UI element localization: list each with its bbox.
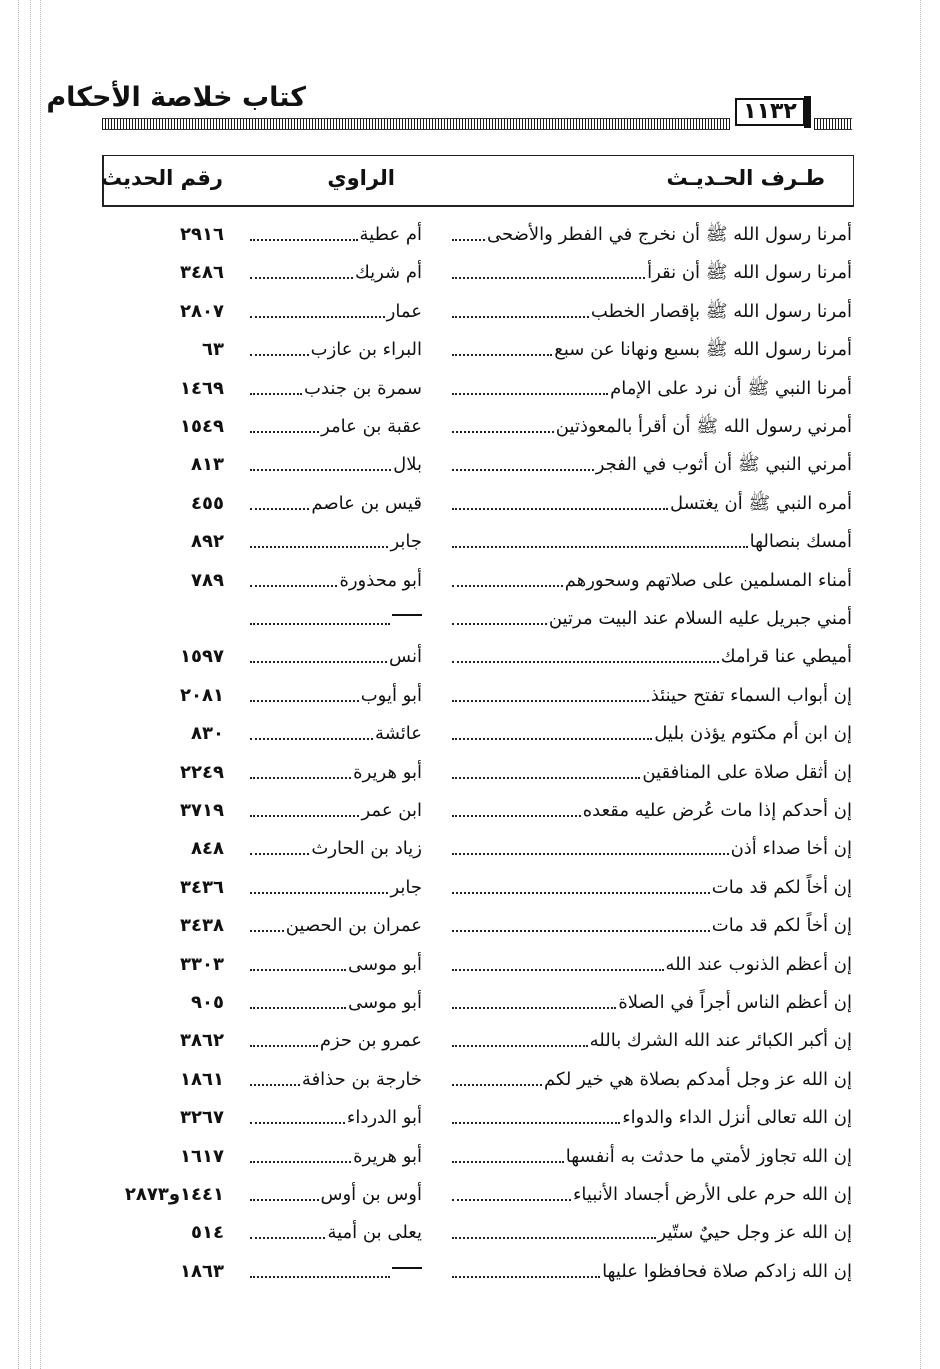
narrator: أنس — [389, 646, 422, 668]
hadith-text: أمرنا رسول الله ﷺ بسبع ونهانا عن سبع — [554, 339, 852, 361]
leader-dots — [452, 1007, 616, 1009]
narrator: يعلى بن أمية — [327, 1222, 422, 1244]
hadith-number-cell — [100, 1018, 224, 1056]
narrator-cell — [250, 903, 422, 941]
leader-dots — [452, 239, 485, 241]
narrator-cell — [250, 980, 422, 1018]
narrator: جابر — [390, 876, 422, 898]
narrator: أوس بن أوس — [320, 1184, 422, 1205]
hadith-text-cell — [452, 1057, 852, 1095]
leader-dots — [452, 1122, 620, 1124]
hadith-text: أمني جبريل عليه السلام عند البيت مرتين — [548, 608, 852, 629]
leader-dots — [452, 1199, 571, 1201]
hadith-number-cell — [100, 634, 224, 672]
hadith-number-cell — [100, 826, 224, 864]
hadith-number-cell — [100, 558, 224, 596]
hadith-text-cell — [452, 1134, 852, 1172]
hadith-number: ٨٩٢ — [191, 531, 224, 553]
hadith-text-cell — [452, 942, 852, 980]
leader-dots — [452, 777, 640, 779]
leader-dots — [250, 1161, 351, 1163]
hadith-number: ٣٨٦٢ — [180, 1030, 224, 1052]
leader-dots — [250, 1084, 300, 1086]
hadith-text-cell — [452, 1210, 852, 1248]
hadith-text: إن أخاً لكم قد مات — [711, 915, 852, 937]
hadith-number-cell — [100, 1210, 224, 1248]
leader-dots — [452, 277, 645, 279]
hadith-number: ٣٣٠٣ — [180, 953, 224, 975]
hadith-number-cell — [100, 673, 224, 711]
table-row — [0, 673, 940, 711]
hadith-text-cell — [452, 327, 852, 365]
column-header-raqm: رقم الحديث — [100, 166, 223, 190]
narrator: أبو هريرة — [353, 761, 422, 783]
hadith-text: إن أكبر الكبائر عند الله الشرك بالله — [589, 1030, 852, 1052]
hadith-number-cell — [100, 289, 224, 327]
narrator-cell — [250, 404, 422, 442]
hadith-number-cell — [100, 788, 224, 826]
narrator: أبو موسى — [347, 992, 422, 1013]
narrator-cell — [250, 1018, 422, 1056]
hadith-text: إن الله تجاوز لأمتي ما حدثت به أنفسها — [565, 1145, 852, 1167]
narrator-cell — [250, 1057, 422, 1095]
table-row — [0, 366, 940, 404]
narrator: أم شريك — [354, 262, 422, 284]
table-row — [0, 442, 940, 480]
table-row — [0, 750, 940, 788]
hadith-number: ٣٤٣٦ — [180, 876, 224, 898]
narrator-cell — [250, 750, 422, 788]
narrator: زياد بن الحارث — [311, 838, 422, 860]
narrator-cell — [250, 1249, 422, 1287]
hadith-number: ٥١٤ — [191, 1222, 224, 1244]
hadith-number-cell — [100, 865, 224, 903]
hadith-number-cell — [100, 481, 224, 519]
narrator: ابن عمر — [361, 800, 422, 821]
hadith-text: أمرني رسول الله ﷺ أن أقرأ بالمعوذتين — [555, 416, 852, 437]
empty-dash — [392, 614, 422, 616]
table-row — [0, 634, 940, 672]
leader-dots — [250, 1007, 346, 1009]
table-row — [0, 250, 940, 288]
leader-dots — [250, 277, 353, 279]
header-rule-right — [814, 118, 852, 130]
leader-dots — [452, 623, 547, 625]
hadith-number: ٦٣ — [202, 339, 224, 361]
hadith-number: ٢٨٠٧ — [180, 300, 224, 322]
narrator — [392, 1261, 422, 1287]
leader-dots — [452, 1237, 656, 1239]
hadith-text: أمرنا رسول الله ﷺ أن نخرج في الفطر والأضحى — [487, 224, 852, 245]
leader-dots — [452, 469, 594, 471]
hadith-number-cell — [100, 942, 224, 980]
narrator-cell — [250, 826, 422, 864]
leader-dots — [250, 1122, 345, 1124]
hadith-number: ٨١٣ — [191, 454, 224, 476]
hadith-text-cell — [452, 750, 852, 788]
hadith-number: ١٤٦٩ — [180, 377, 224, 399]
narrator — [392, 608, 422, 634]
hadith-text: أمرنا النبي ﷺ أن نرد على الإمام — [610, 377, 852, 399]
page-header — [0, 0, 940, 140]
narrator: عمران بن الحصين — [285, 915, 422, 937]
leader-dots — [250, 738, 373, 740]
narrator-cell — [250, 1134, 422, 1172]
leader-dots — [250, 354, 309, 356]
narrator-cell — [250, 1210, 422, 1248]
hadith-text-cell — [452, 442, 852, 480]
leader-dots — [250, 853, 309, 855]
column-header-tarf: طـرف الحـديـث — [666, 166, 825, 190]
hadith-number: ٨٤٨ — [191, 838, 224, 860]
narrator: عقبة بن عامر — [321, 416, 422, 437]
hadith-number: ١٨٦١ — [180, 1068, 224, 1090]
leader-dots — [250, 469, 391, 471]
hadith-number-cell — [100, 1134, 224, 1172]
table-row — [0, 1134, 940, 1172]
table-row — [0, 327, 940, 365]
table-row — [0, 1095, 940, 1133]
hadith-text-cell — [452, 865, 852, 903]
leader-dots — [452, 1161, 564, 1163]
table-row — [0, 1018, 940, 1056]
hadith-number: ٢٢٤٩ — [180, 761, 224, 783]
leader-dots — [452, 1276, 600, 1278]
leader-dots — [250, 585, 337, 587]
hadith-text: إن أخا صداء أذن — [730, 838, 852, 860]
narrator: عائشة — [375, 723, 422, 745]
narrator-cell — [250, 942, 422, 980]
book-title: كتاب خلاصة الأحكام — [46, 82, 306, 113]
narrator-cell — [250, 634, 422, 672]
table-row — [0, 519, 940, 557]
leader-dots — [452, 546, 748, 548]
hadith-text: إن أخاً لكم قد مات — [711, 876, 852, 898]
hadith-text: إن الله حرم على الأرض أجساد الأنبياء — [572, 1184, 852, 1205]
hadith-number: ٣٤٣٨ — [180, 915, 224, 937]
leader-dots — [250, 239, 358, 241]
hadith-number: ١٥٩٧ — [180, 646, 224, 668]
table-row — [0, 826, 940, 864]
leader-dots — [452, 700, 649, 702]
narrator-cell — [250, 519, 422, 557]
table-row — [0, 980, 940, 1018]
leader-dots — [452, 354, 552, 356]
narrator: عمار — [386, 300, 422, 322]
hadith-text-cell — [452, 788, 852, 826]
narrator-cell — [250, 442, 422, 480]
hadith-text-cell — [452, 711, 852, 749]
hadith-text-cell — [452, 250, 852, 288]
table-row — [0, 404, 940, 442]
narrator: أبو محذورة — [339, 569, 422, 591]
hadith-text-cell — [452, 634, 852, 672]
hadith-text-cell — [452, 1095, 852, 1133]
column-header-rawi: الراوي — [327, 166, 395, 190]
hadith-number-cell — [100, 903, 224, 941]
leader-dots — [452, 892, 710, 894]
leader-dots — [452, 431, 554, 433]
leader-dots — [452, 316, 589, 318]
hadith-number: ٣٢٦٧ — [180, 1107, 224, 1129]
header-rule-left — [102, 118, 730, 130]
hadith-text-cell — [452, 1249, 852, 1287]
leader-dots — [452, 930, 710, 932]
narrator-cell — [250, 558, 422, 596]
hadith-number-cell — [100, 1249, 224, 1287]
hadith-number-cell — [100, 519, 224, 557]
hadith-text: إن أبواب السماء تفتح حينئذ — [650, 684, 852, 706]
hadith-text-cell — [452, 212, 852, 250]
page-number-shadow — [804, 96, 811, 128]
leader-dots — [250, 393, 302, 395]
hadith-number: ٨٣٠ — [191, 723, 224, 745]
hadith-text-cell — [452, 596, 852, 634]
narrator-cell — [250, 250, 422, 288]
empty-dash — [392, 1267, 422, 1269]
hadith-text: إن الله عز وجل أمدكم بصلاة هي خير لكم — [543, 1068, 852, 1090]
narrator: سمرة بن جندب — [304, 377, 422, 399]
narrator: قيس بن عاصم — [311, 492, 422, 514]
hadith-text: إن أعظم الناس أجراً في الصلاة — [618, 992, 852, 1013]
hadith-text: أمره النبي ﷺ أن يغتسل — [669, 492, 852, 514]
leader-dots — [452, 969, 664, 971]
narrator: جابر — [390, 531, 422, 553]
hadith-number: ٢٩١٦ — [180, 224, 224, 245]
hadith-number-cell — [100, 1095, 224, 1133]
hadith-text-cell — [452, 1172, 852, 1210]
hadith-text-cell — [452, 558, 852, 596]
leader-dots — [452, 585, 563, 587]
hadith-text: أمرنا رسول الله ﷺ أن نقرأ — [647, 262, 852, 284]
leader-dots — [452, 853, 729, 855]
narrator-cell — [250, 865, 422, 903]
hadith-number: ٤٥٥ — [191, 492, 224, 514]
narrator: أم عطية — [359, 224, 422, 245]
narrator: خارجة بن حذافة — [301, 1068, 422, 1090]
narrator: البراء بن عازب — [310, 339, 422, 361]
table-row — [0, 558, 940, 596]
narrator-cell — [250, 289, 422, 327]
leader-dots — [250, 431, 319, 433]
hadith-text-cell — [452, 980, 852, 1018]
narrator-cell — [250, 366, 422, 404]
hadith-number-cell — [100, 1057, 224, 1095]
hadith-text: إن أعظم الذنوب عند الله — [665, 953, 852, 975]
table-row — [0, 942, 940, 980]
narrator: أبو هريرة — [353, 1145, 422, 1167]
hadith-number: ٢٠٨١ — [180, 684, 224, 706]
hadith-number-cell — [100, 1172, 224, 1210]
table-header — [102, 155, 854, 207]
hadith-text: إن الله زادكم صلاة فحافظوا عليها — [602, 1260, 852, 1282]
table-row — [0, 1172, 940, 1210]
hadith-number-cell — [100, 212, 224, 250]
leader-dots — [452, 1084, 542, 1086]
leader-dots — [250, 546, 388, 548]
leader-dots — [452, 738, 652, 740]
hadith-number: ١٥٤٩ — [180, 416, 224, 437]
hadith-number-cell — [100, 366, 224, 404]
narrator-cell — [250, 327, 422, 365]
narrator-cell — [250, 711, 422, 749]
hadith-text: أمناء المسلمين على صلاتهم وسحورهم — [564, 569, 852, 591]
narrator-cell — [250, 1172, 422, 1210]
hadith-text-cell — [452, 481, 852, 519]
table-row — [0, 289, 940, 327]
leader-dots — [250, 930, 284, 932]
hadith-number: ٧٨٩ — [191, 569, 224, 591]
narrator-cell — [250, 481, 422, 519]
hadith-text: إن الله تعالى أنزل الداء والدواء — [622, 1107, 852, 1129]
leader-dots — [452, 1045, 588, 1047]
leader-dots — [250, 892, 388, 894]
hadith-text-cell — [452, 366, 852, 404]
leader-dots — [250, 661, 387, 663]
leader-dots — [250, 777, 351, 779]
hadith-text: إن أحدكم إذا مات عُرض عليه مقعده — [582, 800, 852, 821]
leader-dots — [452, 508, 668, 510]
hadith-text-cell — [452, 519, 852, 557]
page-number: ١١٣٢ — [735, 98, 805, 126]
hadith-number: ١٨٦٣ — [180, 1260, 224, 1282]
hadith-text-cell — [452, 404, 852, 442]
hadith-number-cell — [100, 327, 224, 365]
hadith-number: ٣٤٨٦ — [180, 262, 224, 284]
hadith-text-cell — [452, 903, 852, 941]
leader-dots — [250, 508, 309, 510]
table-row — [0, 865, 940, 903]
narrator: أبو الدرداء — [346, 1107, 422, 1129]
hadith-text-cell — [452, 1018, 852, 1056]
table-row — [0, 903, 940, 941]
leader-dots — [452, 661, 719, 663]
hadith-text-cell — [452, 826, 852, 864]
hadith-text: إن ابن أم مكتوم يؤذن بليل — [654, 723, 852, 745]
narrator-cell — [250, 1095, 422, 1133]
narrator-cell — [250, 596, 422, 634]
leader-dots — [250, 815, 359, 817]
table-row — [0, 1249, 940, 1287]
hadith-text: إن أثقل صلاة على المنافقين — [642, 761, 852, 783]
hadith-number-cell — [100, 442, 224, 480]
leader-dots — [250, 623, 390, 625]
hadith-number: ٣٧١٩ — [180, 800, 224, 821]
leader-dots — [250, 1276, 390, 1278]
hadith-number-cell — [100, 711, 224, 749]
table-row — [0, 1057, 940, 1095]
table-row — [0, 788, 940, 826]
hadith-text-cell — [452, 289, 852, 327]
hadith-number-cell — [100, 980, 224, 1018]
table-row — [0, 711, 940, 749]
leader-dots — [452, 815, 581, 817]
leader-dots — [250, 1237, 325, 1239]
leader-dots — [250, 1045, 318, 1047]
leader-dots — [452, 393, 608, 395]
hadith-number: ١٦١٧ — [180, 1145, 224, 1167]
leader-dots — [250, 316, 385, 318]
narrator: أبو موسى — [347, 953, 422, 975]
narrator: أبو أيوب — [360, 684, 422, 706]
table-row — [0, 481, 940, 519]
hadith-text: أمرنا رسول الله ﷺ بإقصار الخطب — [590, 300, 852, 322]
hadith-text: أمسك بنصالها — [749, 531, 852, 553]
narrator-cell — [250, 212, 422, 250]
table-row — [0, 1210, 940, 1248]
hadith-text: أميطي عنا قرامك — [720, 646, 852, 668]
table-row — [0, 212, 940, 250]
hadith-text: إن الله عز وجل حييٌ ستّير — [657, 1222, 852, 1244]
narrator: عمرو بن حزم — [319, 1030, 422, 1052]
narrator-cell — [250, 673, 422, 711]
hadith-number: ١٤٤١و٢٨٧٣ — [124, 1184, 224, 1205]
leader-dots — [250, 700, 359, 702]
table-row — [0, 596, 940, 634]
hadith-number-cell — [100, 750, 224, 788]
leader-dots — [250, 969, 346, 971]
hadith-number-cell — [100, 404, 224, 442]
hadith-number-cell — [100, 250, 224, 288]
narrator: بلال — [393, 454, 422, 476]
leader-dots — [250, 1199, 319, 1201]
hadith-number: ٩٠٥ — [191, 992, 224, 1013]
narrator-cell — [250, 788, 422, 826]
hadith-text-cell — [452, 673, 852, 711]
hadith-text: أمرني النبي ﷺ أن أثوب في الفجر — [595, 454, 852, 476]
